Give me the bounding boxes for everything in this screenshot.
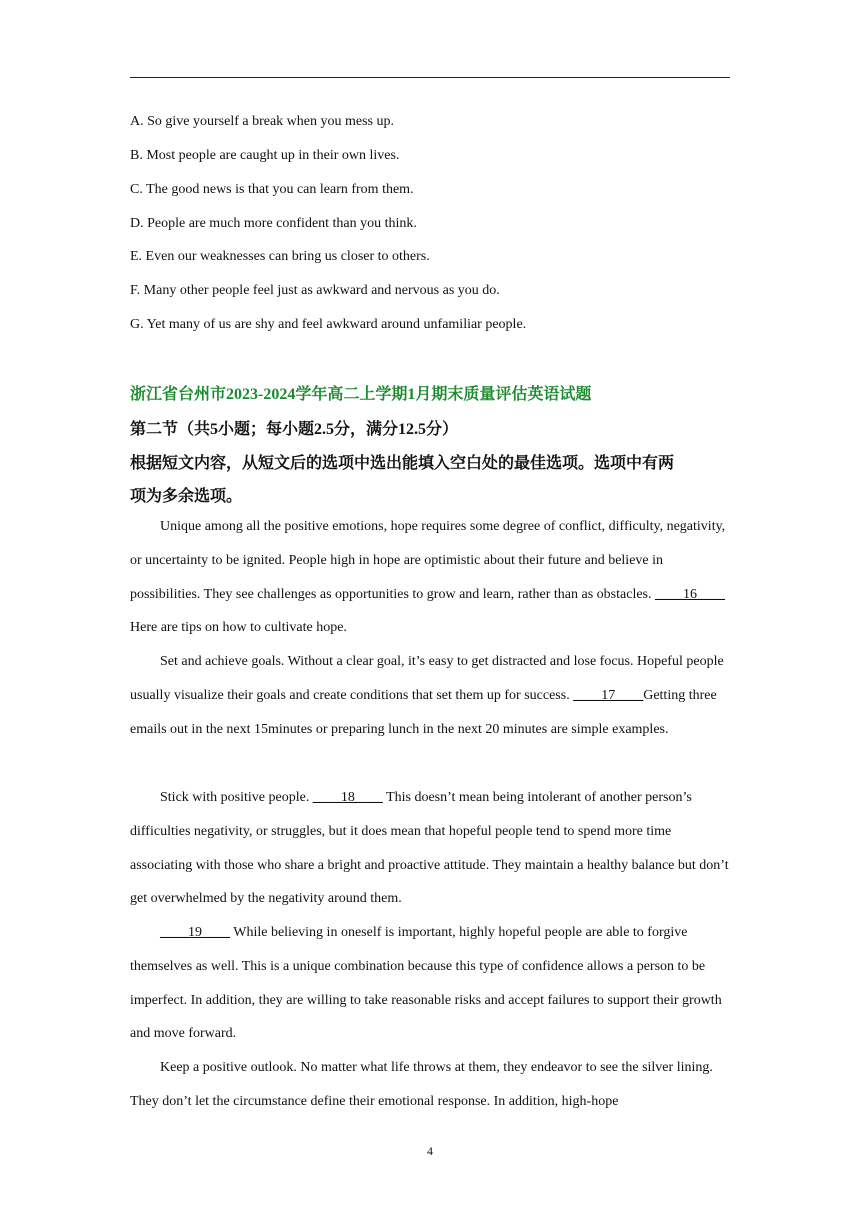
paragraph-1: [130, 510, 730, 645]
section-source-title: 浙江省台州市2023-2024学年高二上学期1月期末质量评估英语试题: [130, 386, 592, 403]
section-heading: 第二节（共5小题；每小题2.5分，满分12.5分）: [130, 421, 459, 438]
paragraph-2-text-end: Getting three emails out in the next 15minutes or preparing lunch in the next 20 minutes are simple examples.: [130, 687, 717, 737]
paragraph-1-text: Unique among all the positive emotions, hope requires some degree of conflict, difficulty, negativity, or uncertainty to be ignited. People high in hope are optimistic about their future and believe in possibilities. They see challenges as opportunities to grow and learn, rather than as obstacles.: [130, 519, 726, 602]
paragraph-3: [130, 781, 730, 916]
paragraph-2-text: Set and achieve goals. Without a clear goal, it’s easy to get distracted and lose focus. Hopeful people usually visualize their goals and create conditions that set them up for success.: [130, 654, 724, 703]
header-rule: [130, 77, 730, 78]
blank-18: ____18____: [312, 790, 383, 805]
option-f: F. Many other people feel just as awkward and nervous as you do.: [130, 283, 500, 298]
option-a: A. So give yourself a break when you mess up.: [130, 114, 395, 129]
paragraph-1-text-end: Here are tips on how to cultivate hope.: [130, 620, 347, 636]
option-e: E. Even our weaknesses can bring us closer to others.: [130, 249, 430, 264]
instruction-line-2: 项为多余选项。: [130, 488, 243, 505]
blank-19: ____19____: [160, 925, 230, 940]
option-d: D. People are much more confident than you think.: [130, 216, 417, 231]
option-g: G. Yet many of us are shy and feel awkward around unfamiliar people.: [130, 317, 527, 332]
option-c: C. The good news is that you can learn from them.: [130, 182, 414, 197]
instruction-line-1: 根据短文内容，从短文后的选项中选出能填入空白处的最佳选项。选项中有两: [130, 455, 675, 472]
paragraph-3-text: Stick with positive people.: [160, 790, 313, 805]
paragraph-3-text-end: This doesn’t mean being intolerant of another person’s difficulties negativity, or struggles, but it does mean that hopeful people tend to spend more time associating with those who share a bright and proactive attitude. They maintain a healthy balance but don’t get overwhelmed by the negativity around them.: [130, 790, 729, 907]
paragraph-4: [130, 916, 730, 1051]
option-b: B. Most people are caught up in their own lives.: [130, 148, 400, 163]
blank-17: ____17____: [573, 687, 644, 703]
blank-16: ____16____: [655, 586, 725, 602]
paragraph-5: Keep a positive outlook. No matter what life throws at them, they endeavor to see the silver lining. They don’t let the circumstance define their emotional response. In addition, high-hope: [130, 1060, 713, 1109]
paragraph-4-text: While believing in oneself is important, highly hopeful people are able to forgive themselves as well. This is a unique combination because this type of confidence allows a person to be imperfect. In addition, they are willing to take reasonable risks and accept failures to support their growth and move forward.: [130, 925, 722, 1042]
paragraph-2: [130, 645, 730, 746]
page-number: 4: [427, 1144, 433, 1158]
